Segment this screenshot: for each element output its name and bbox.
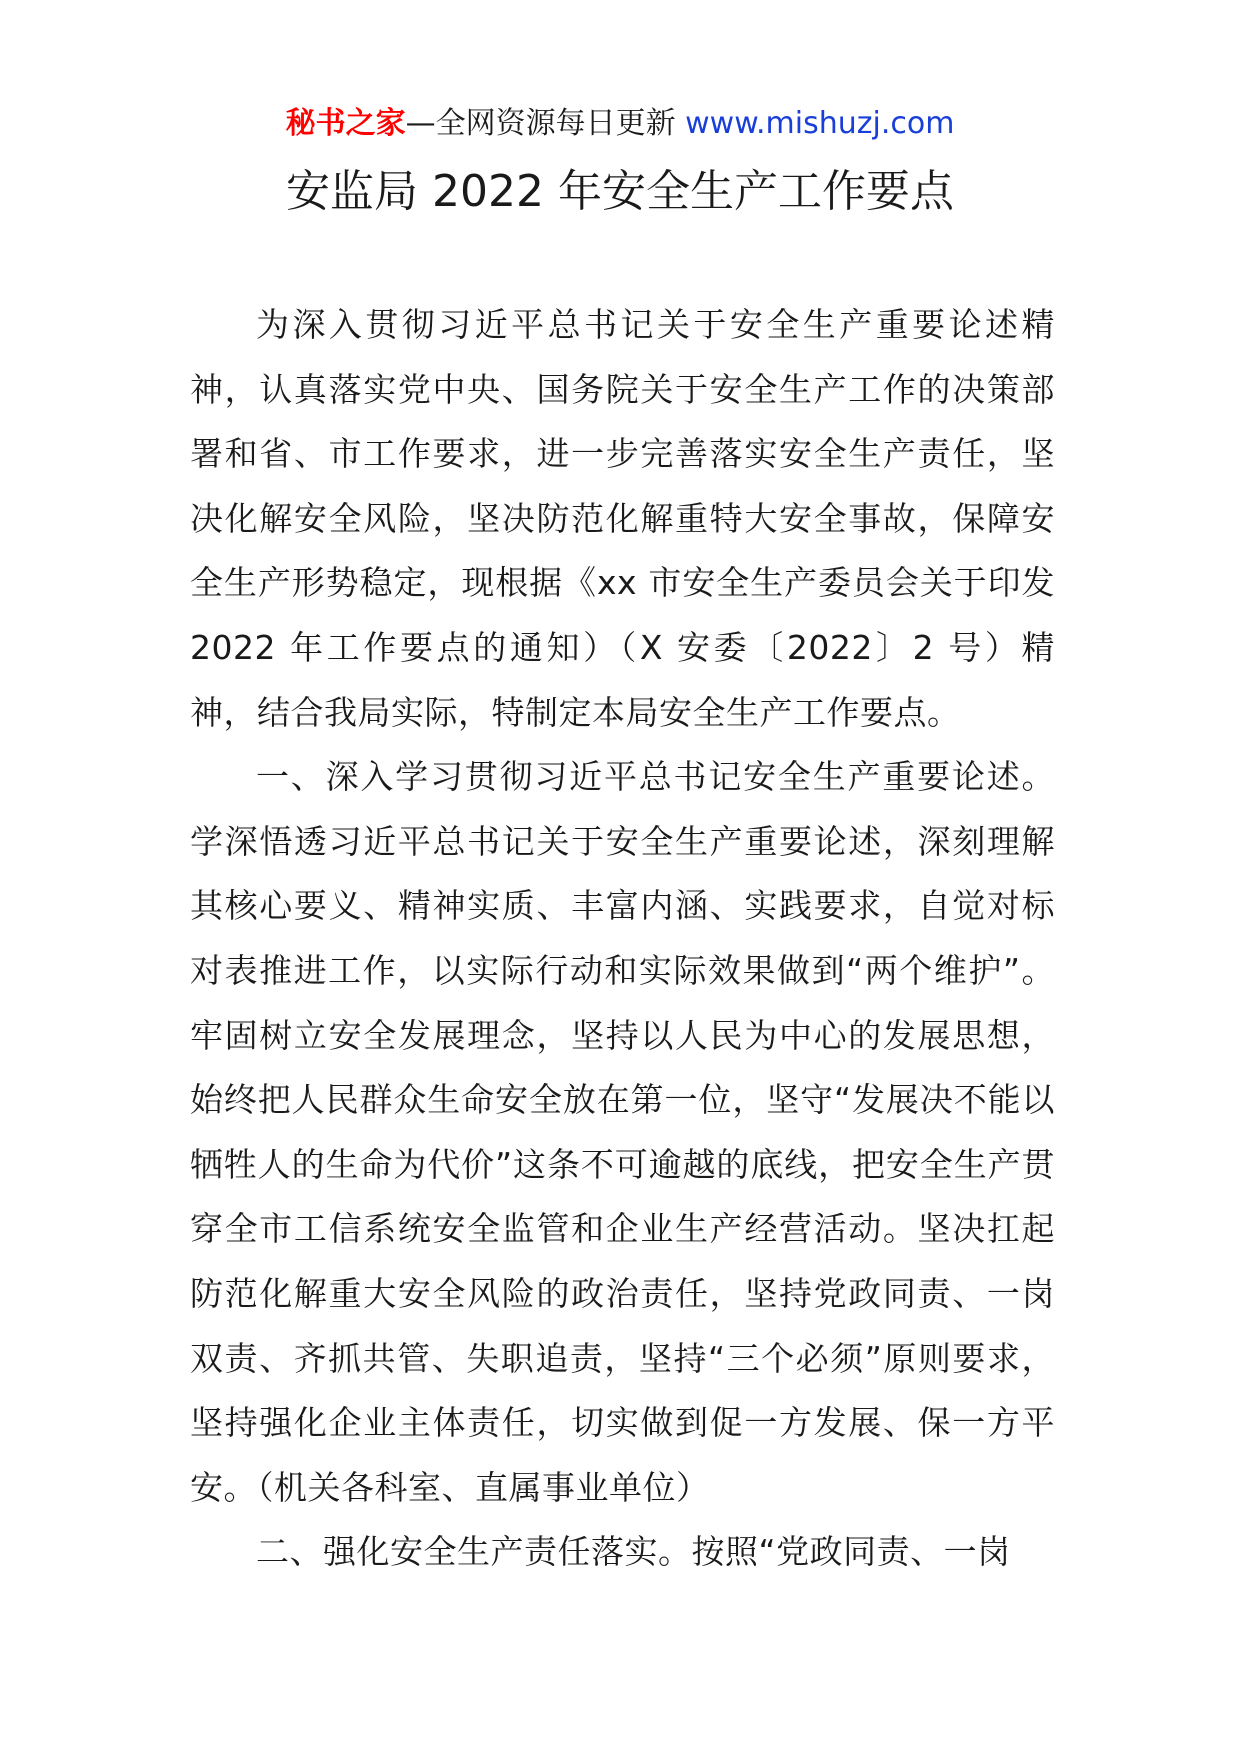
paragraph-section-1: 一、深入学习贯彻习近平总书记安全生产重要论述。学深悟透习近平总书记关于安全生产重要论述，深刻理解其核心要义、精神实质、丰富内涵、实践要求，自觉对标对表推进工作，以实际行动和实际效果做到“两个维护”。牢固树立安全发展理念，坚持以人民为中心的发展思想，始终把人民群众生命安全放在第一位，坚守“发展决不能以牺牲人的生命为代价”这条不可逾越的底线，把安全生产贯穿全市工信系统安全监管和企业生产经营活动。坚决扛起防范化解重大安全风险的政治责任，坚持党政同责、一岗双责、齐抓共管、失职追责，坚持“三个必须”原则要求，坚持强化企业主体责任，切实做到促一方发展、保一方平安。（机关各科室、直属事业单位） <box>190 757 1055 1507</box>
paragraph-intro: 为深入贯彻习近平总书记关于安全生产重要论述精神，认真落实党中央、国务院关于安全生产工作的决策部署和省、市工作要求，进一步完善落实安全生产责任，坚决化解安全风险，坚决防范化解重特大安全事故，保障安全生产形势稳定，现根据《xx 市安全生产委员会关于印发 2022 年工作要点的通知）（X 安委〔2022〕2 号）精神，结合我局实际，特制定本局安全生产工作要点。 <box>190 305 1055 732</box>
document-body <box>190 293 1055 1585</box>
header-banner <box>0 104 1240 144</box>
brand-name: 秘书之家 <box>285 106 406 141</box>
document-title: 安监局 2022 年安全生产工作要点 <box>286 166 954 217</box>
header-tagline: —全网资源每日更新 <box>405 106 686 141</box>
website-link[interactable]: www.mishuzj.com <box>685 106 955 141</box>
paragraph-section-2: 二、强化安全生产责任落实。按照“党政同责、一岗 <box>256 1532 1011 1572</box>
